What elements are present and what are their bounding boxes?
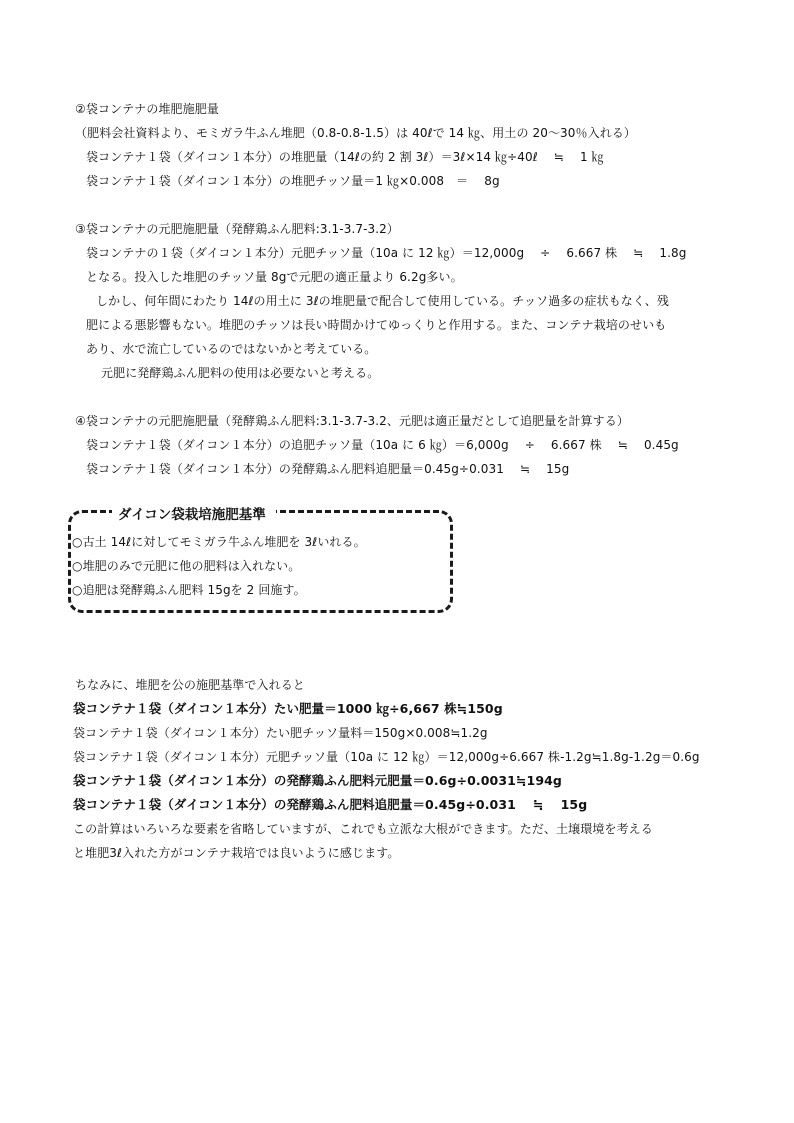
section2-compost-amount: 袋コンテナ１袋（ダイコン１本分）の堆肥量（14ℓの約 2 割 3ℓ）＝3ℓ×14 ㎏÷40ℓ ≒ 1 ㎏ — [86, 150, 604, 164]
section2-source-note: （肥料会社資料より、モミガラ牛ふん堆肥（0.8-0.8-1.5）は 40ℓで 14 ㎏、用土の 20～30％入れる） — [75, 126, 637, 140]
standard-item-3: ○追肥は発酵鶏ふん肥料 15gを 2 回施す。 — [72, 583, 306, 597]
footer-closing-line1: この計算はいろいろな要素を省略していますが、これでも立派な大根ができます。ただ、土壌環境を考える — [73, 822, 653, 836]
footer-base-nitrogen: 袋コンテナ１袋（ダイコン１本分）元肥チッソ量（10a に 12 ㎏）＝12,000g÷6.667 株-1.2g≒1.8g-1.2g＝0.6g — [73, 750, 700, 764]
footer-base-fertilizer-bold: 袋コンテナ１袋（ダイコン１本分）の発酵鶏ふん肥料元肥量＝0.6g÷0.0031≒194g — [73, 773, 562, 788]
section2-compost-nitrogen: 袋コンテナ１袋（ダイコン１本分）の堆肥チッソ量＝1 ㎏×0.008 ＝ 8g — [86, 174, 500, 188]
section2-heading: ②袋コンテナの堆肥施肥量 — [75, 102, 219, 116]
section3-paragraph-line3: あり、水で流亡しているのではないかと考えている。 — [86, 342, 377, 356]
standard-item-2: ○堆肥のみで元肥に他の肥料は入れない。 — [72, 559, 301, 573]
footer-closing-line2: と堆肥3ℓ入れた方がコンテナ栽培では良いように感じます。 — [73, 846, 400, 860]
footer-compost-nitrogen: 袋コンテナ１袋（ダイコン１本分）たい肥チッソ量料＝150g×0.008≒1.2g — [73, 726, 488, 740]
footer-intro: ちなみに、堆肥を公の施肥基準で入れると — [75, 678, 305, 692]
section3-heading: ③袋コンテナの元肥施肥量（発酵鶏ふん肥料:3.1-3.7-3.2） — [75, 222, 400, 236]
section4-topdress-nitrogen: 袋コンテナ１袋（ダイコン１本分）の追肥チッソ量（10a に 6 ㎏）＝6,000g ÷ 6.667 株 ≒ 0.45g — [86, 438, 679, 452]
section3-base-nitrogen: 袋コンテナの１袋（ダイコン１本分）元肥チッソ量（10a に 12 ㎏）＝12,000g ÷ 6.667 株 ≒ 1.8g — [86, 246, 687, 260]
section3-paragraph-line1: しかし、何年間にわたり 14ℓの用土に 3ℓの堆肥量で配合して使用している。チッソ過多の症状もなく、残 — [96, 294, 669, 308]
section3-excess-note: となる。投入した堆肥のチッソ量 8gで元肥の適正量より 6.2g多い。 — [86, 270, 463, 284]
section3-conclusion: 元肥に発酵鶏ふん肥料の使用は必要ないと考える。 — [101, 366, 380, 380]
section4-topdress-amount: 袋コンテナ１袋（ダイコン１本分）の発酵鶏ふん肥料追肥量＝0.45g÷0.031 ≒ 15g — [86, 462, 570, 476]
section3-paragraph-line2: 肥による悪影響もない。堆肥のチッソは長い時間かけてゆっくりと作用する。また、コンテナ栽培のせいも — [86, 318, 667, 332]
footer-compost-amount-bold: 袋コンテナ１袋（ダイコン１本分）たい肥量＝1000 ㎏÷6,667 株≒150g — [73, 701, 503, 716]
section4-heading: ④袋コンテナの元肥施肥量（発酵鶏ふん肥料:3.1-3.7-3.2、元肥は適正量だとして追肥量を計算する） — [75, 414, 629, 428]
fertilization-standard-title: ダイコン袋栽培施肥基準 — [112, 506, 276, 524]
footer-topdress-bold: 袋コンテナ１袋（ダイコン１本分）の発酵鶏ふん肥料追肥量＝0.45g÷0.031 ≒ 15g — [73, 797, 588, 812]
standard-item-1: ○古土 14ℓに対してモミガラ牛ふん堆肥を 3ℓいれる。 — [72, 535, 366, 549]
